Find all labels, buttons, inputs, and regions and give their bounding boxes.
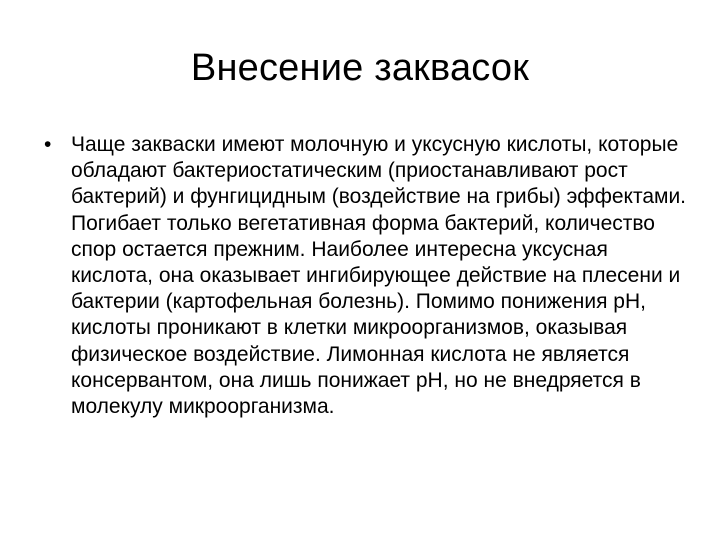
bullet-item [44,132,694,420]
bullet-list [44,132,694,420]
bullet-marker: • [44,133,52,156]
slide-title: Внесение заквасок [190,47,530,89]
bullet-text: Чаще закваски имеют молочную и уксусную кислоты, которые обладают бактериостатическим (приостанавливают рост бактерий) и фунгицидным (воздействие на грибы) эффектами. Погибает только вегетативная форма бактерий, количество спор остается прежним. Наиболее интересна уксусная кислота, она оказывает ингибирующее действие на плесени и бактерии (картофельная болезнь). Помимо понижения pH, кислоты проникают в клетки микроорганизмов, оказывая физическое воздействие. Лимонная кислота не является консервантом, она лишь понижает pH, но не внедряется в молекулу микроорганизма. [71,133,687,419]
